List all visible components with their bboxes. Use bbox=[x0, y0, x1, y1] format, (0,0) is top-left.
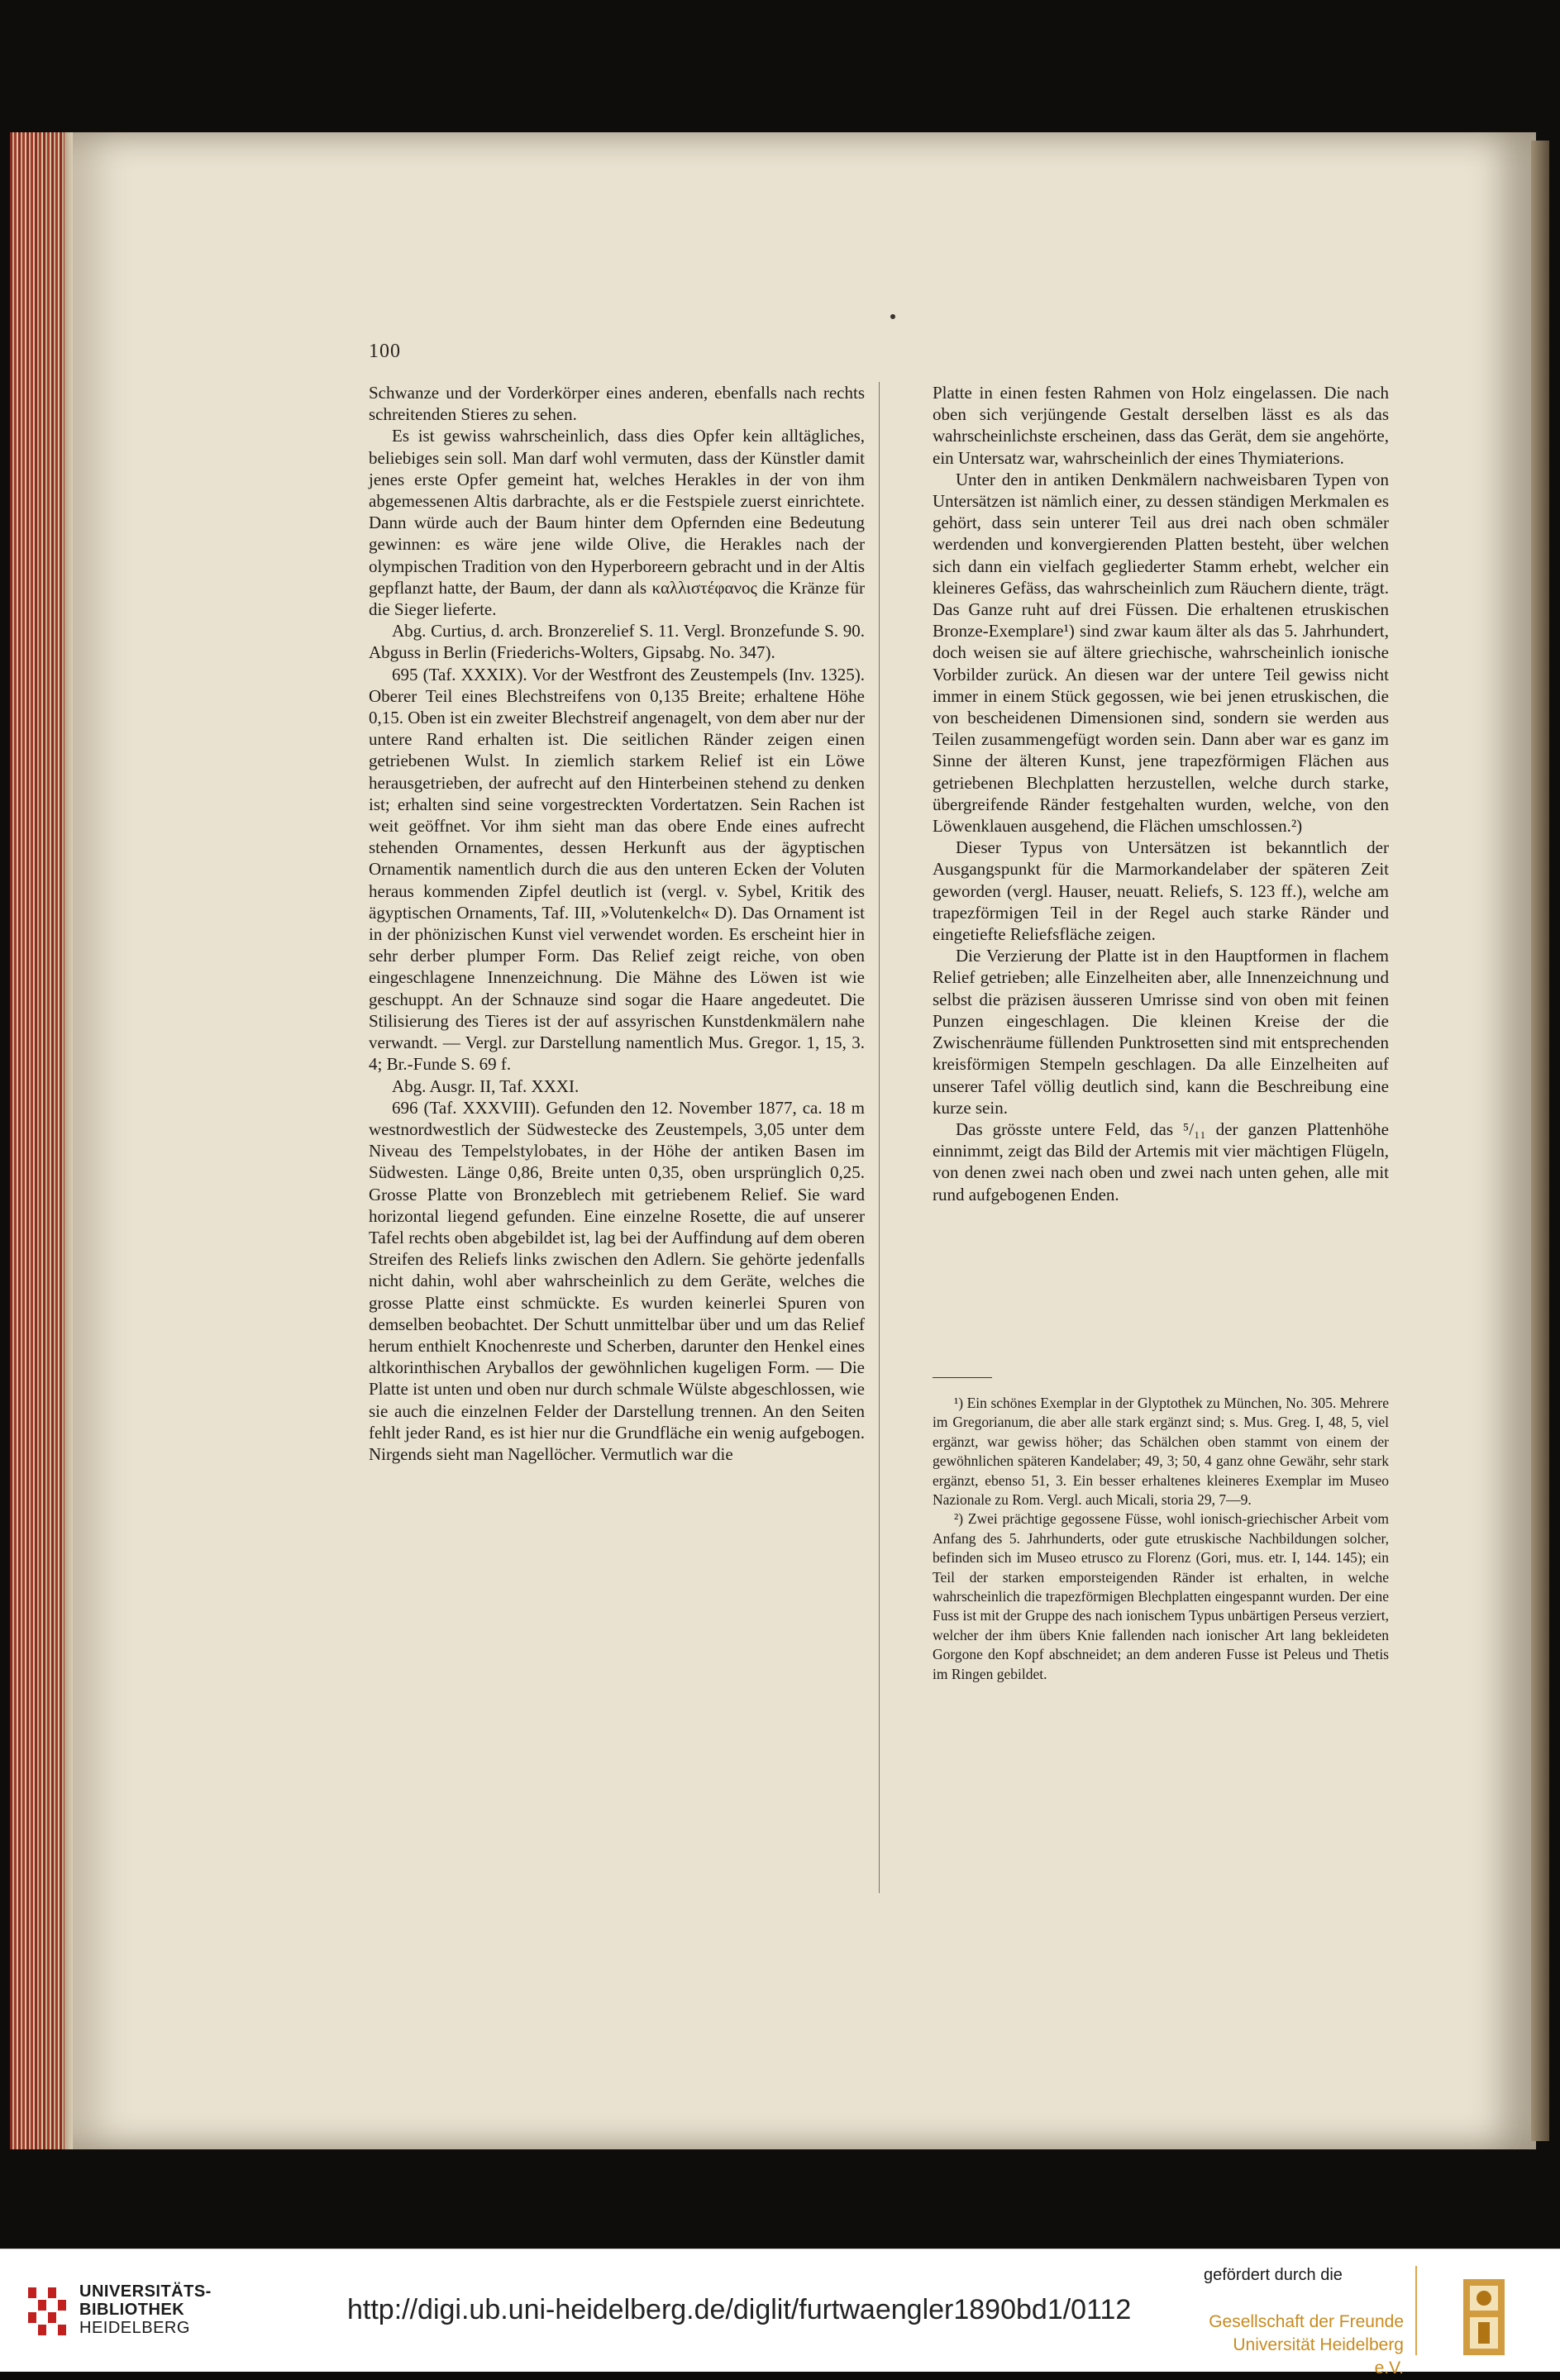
footnote: ¹) Ein schönes Exemplar in der Glyptothek zu München, No. 305. Mehrere im Gregorianum, die aber alle stark ergänzt sind; s. Mus. Greg. I, 48, 5, viel ergänzt, war gewiss höher; das Schälchen oben stammt von einem der gewöhnlichen späteren Kandelaber; 49, 3; 50, 4 ganz ohne Gewähr, sehr stark ergänzt, ebenso 51, 3. Ein besser erhaltenes kleineres Exemplar im Museo Nazionale zu Rom. Vergl. auch Micali, storia 29, 7—9. bbox=[933, 1395, 1389, 1509]
library-name-line: HEIDELBERG bbox=[79, 2319, 190, 2337]
paragraph: Unter den in antiken Denkmälern nachweisbaren Typen von Untersätzen ist nämlich einer, zu dessen ständigen Merkmalen es gehört, dass sein unterer Teil aus drei nach oben schmäler werdenden und konvergierenden Platten besteht, über welchen sich dann ein vielfach gegliederter Stamm erhebt, welcher ein kleineres Gefäss, das wahrscheinlich zum Räuchern diente, trägt. Das Ganze ruht auf drei Füssen. Die erhaltenen etruskischen Bronze-Exemplare¹) sind zwar kaum älter als das 5. Jahrhundert, doch weisen sie auf ältere griechische, wahrscheinlich ionische Vorbilder zurück. An diesen war der untere Teil gewiss nicht immer in einem Stück gegossen, wie bei jenen etruskischen, die von bescheidenen Dimensionen sind, sondern sie werden aus Teilen zusammengefügt worden sein. Dann aber war es ganz im Sinne der älteren Kunst, jene trapezförmigen Flächen aus getriebenen Blechplatten herzustellen, welche durch starke, übergreifende Ränder festgehalten wurden, welche, von den Löwenklauen ausgehend, die Flächen umschlossen.²) bbox=[933, 469, 1389, 837]
paragraph: Dieser Typus von Untersätzen ist bekanntlich der Ausgangspunkt für die Marmorkandelaber der späteren Zeit geworden (vergl. Hauser, neuatt. Reliefs, S. 123 ff.), welche am trapezförmigen Teil in der Regel auch starke Ränder und eingetiefte Reliefsfläche zeigen. bbox=[933, 837, 1389, 945]
footnote-rule bbox=[933, 1377, 992, 1378]
footnotes bbox=[933, 1394, 1389, 1684]
funded-by-text: gefördert durch die bbox=[1204, 2266, 1343, 2284]
right-column bbox=[933, 382, 1389, 1205]
society-name-line: Gesellschaft der Freunde bbox=[1209, 2312, 1404, 2331]
paragraph: Das grösste untere Feld, das ⁵/₁₁ der ganzen Plattenhöhe einnimmt, zeigt das Bild der Artemis mit vier mächtigen Flügeln, von denen zwei nach oben und zwei nach unten gehen, alle mit rund aufgebogenen Enden. bbox=[933, 1118, 1389, 1204]
paragraph: 696 (Taf. XXXVIII). Gefunden den 12. November 1877, ca. 18 m westnordwestlich der Südwestecke des Zeustempels, 3,05 unter dem Niveau des Tempelstylobates, in der Höhe der antiken Basen im Südwesten. Länge 0,86, Breite unten 0,35, oben ursprünglich 0,25. Grosse Platte von Bronzeblech mit getriebenem Relief. Sie ward horizontal liegend gefunden. Eine einzelne Rosette, die auf unserer Tafel rechts oben abgebildet ist, lag bei der Auffindung auf dem oberen Streifen des Reliefs links zwischen den Adlern. Sie gehörte jedenfalls nicht dahin, wohl aber wahrscheinlich zu dem Geräte, welches die grosse Platte einst schmückte. Es wurden keinerlei Spuren von demselben beobachtet. Der Schutt unmittelbar über und um das Relief herum enthielt Knochenreste und Scherben, darunter den Henkel eines altkorinthischen Aryballos der gewöhnlichen kugeligen Form. — Die Platte ist unten und oben nur durch schmale Wülste abgeschlossen, wie sie auch die einzelnen Felder der Darstellung trennen. An den Seiten fehlt jeder Rand, es ist hier nur die Grundfläche ein wenig aufgebogen. Nirgends sieht man Nagellöcher. Vermutlich war die bbox=[369, 1097, 865, 1464]
footer-divider bbox=[1415, 2266, 1417, 2355]
paragraph: Die Verzierung der Platte ist in den Hauptformen in flachem Relief getrieben; alle Einzelheiten aber, alle Innenzeichnung und selbst die präzisen äusseren Umrisse sind von oben mit feinen Punzen eingeschlagen. Die kleinen Kreise der die Zwischenräume füllenden Punktrosetten sind mit entsprechenden kreisförmigen Stempeln geschlagen. Da alle Einzelheiten auf unserer Tafel völlig deutlich sind, kann die Beschreibung eine kurze sein. bbox=[933, 946, 1389, 1118]
paragraph: Abg. Curtius, d. arch. Bronzerelief S. 11. Vergl. Bronzefunde S. 90. Abguss in Berlin (Friederichs-Wolters, Gipsabg. No. 347). bbox=[369, 621, 865, 663]
library-name-line: UNIVERSITÄTS- bbox=[79, 2282, 212, 2301]
ub-logo-icon[interactable] bbox=[28, 2287, 66, 2335]
library-name[interactable] bbox=[79, 2282, 212, 2337]
paragraph: Schwanze und der Vorderkörper eines anderen, ebenfalls nach rechts schreitenden Stieres zu sehen. bbox=[369, 383, 865, 425]
book-right-edge bbox=[1531, 141, 1549, 2141]
document-url-link[interactable]: http://digi.ub.uni-heidelberg.de/diglit/furtwaengler1890bd1/0112 bbox=[347, 2294, 1132, 2325]
page-number: 100 bbox=[369, 341, 401, 362]
footnote: ²) Zwei prächtige gegossene Füsse, wohl ionisch-griechischer Arbeit vom Anfang des 5. Jahrhunderts, oder gute etruskische Nachbildungen solcher, befinden sich im Museo etrusco zu Florenz (Gori, mus. etr. I, 144. 145); ein Teil der starken emporsteigenden Ränder ist erhalten, in welche wahrscheinlich die trapezförmigen Blechplatten eingespannt wurden. Der eine Fuss ist mit der Gruppe des nach ionischem Typus unbärtigen Perseus verziert, welcher der ihm übers Knie fallenden nach ionischer Art lang bekleideten Gorgone den Kopf abschneidet; an dem anderen Fusse ist Peleus und Thetis im Ringen gebildet. bbox=[933, 1510, 1389, 1682]
society-name[interactable] bbox=[1207, 2311, 1404, 2380]
paragraph: Es ist gewiss wahrscheinlich, dass dies Opfer kein alltägliches, beliebiges sein soll. Man darf wohl vermuten, dass der Künstler damit jenes erste Opfer gemeint hat, welches Herakles in der von ihm abgemessenen Altis darbrachte, als er die Festspiele zuerst einrichtete. Dann würde auch der Baum hinter dem Opfernden eine Bedeutung gewinnen: es wäre jene wilde Olive, die Herakles nach der olympischen Tradition von den Hyperboreern gebracht und in der Altis gepflanzt hatte, der Baum, der dann als καλλιστέφανος die Kränze für die Sieger lieferte. bbox=[369, 426, 865, 620]
book-page-edges bbox=[10, 132, 68, 2149]
column-divider bbox=[879, 382, 880, 1893]
library-name-line: BIBLIOTHEK bbox=[79, 2301, 185, 2319]
university-seal-icon bbox=[1430, 2274, 1538, 2360]
paragraph: Abg. Ausgr. II, Taf. XXXI. bbox=[392, 1076, 580, 1096]
left-column bbox=[369, 382, 865, 1465]
paragraph: Platte in einen festen Rahmen von Holz eingelassen. Die nach oben sich verjüngende Gestalt derselben lässt es als das wahrscheinlichste erscheinen, dass das Gerät, dem sie angehörte, ein Untersatz war, wahrscheinlich der eines Thymiaterions. bbox=[933, 383, 1389, 468]
print-mark bbox=[890, 314, 895, 319]
society-name-line: Universität Heidelberg e.V. bbox=[1233, 2335, 1404, 2378]
paragraph: 695 (Taf. XXXIX). Vor der Westfront des Zeustempels (Inv. 1325). Oberer Teil eines Blechstreifens von 0,135 Breite; erhaltene Höhe 0,15. Oben ist ein zweiter Blechstreif angenagelt, von dem aber nur der untere Rand erhalten ist. Die seitlichen Ränder zeigen einen getriebenen Wulst. In ziemlich starkem Relief ist ein Löwe herausgetrieben, der aufrecht auf den Hinterbeinen stehend zu denken ist; erhalten sind seine vorgestreckten Vordertatzen. Sein Rachen ist weit geöffnet. Vor ihm sieht man das obere Ende eines aufrecht stehenden Ornamentes, dessen Herkunft aus der ägyptischen Ornamentik namentlich durch die aus den unteren Ecken der Voluten heraus kommenden Zipfel deutlich ist (vergl. v. Sybel, Kritik des ägyptischen Ornaments, Taf. III, »Volutenkelch« D). Das Ornament ist in der phönizischen Kunst viel verwendet worden. Es erscheint hier in sehr derber plumper Form. Das Relief zeigt reiche, von oben eingeschlagene Innenzeichnung. Die Mähne des Löwen ist wie geschuppt. An der Schnauze sind sogar die Haare angedeutet. Die Stilisierung des Tieres ist der auf assyrischen Kunstdenkmälern nahe verwandt. — Vergl. zur Darstellung namentlich Mus. Gregor. 1, 15, 3. 4; Br.-Funde S. 69 f. bbox=[369, 664, 865, 1075]
footer-bar bbox=[0, 2249, 1560, 2378]
